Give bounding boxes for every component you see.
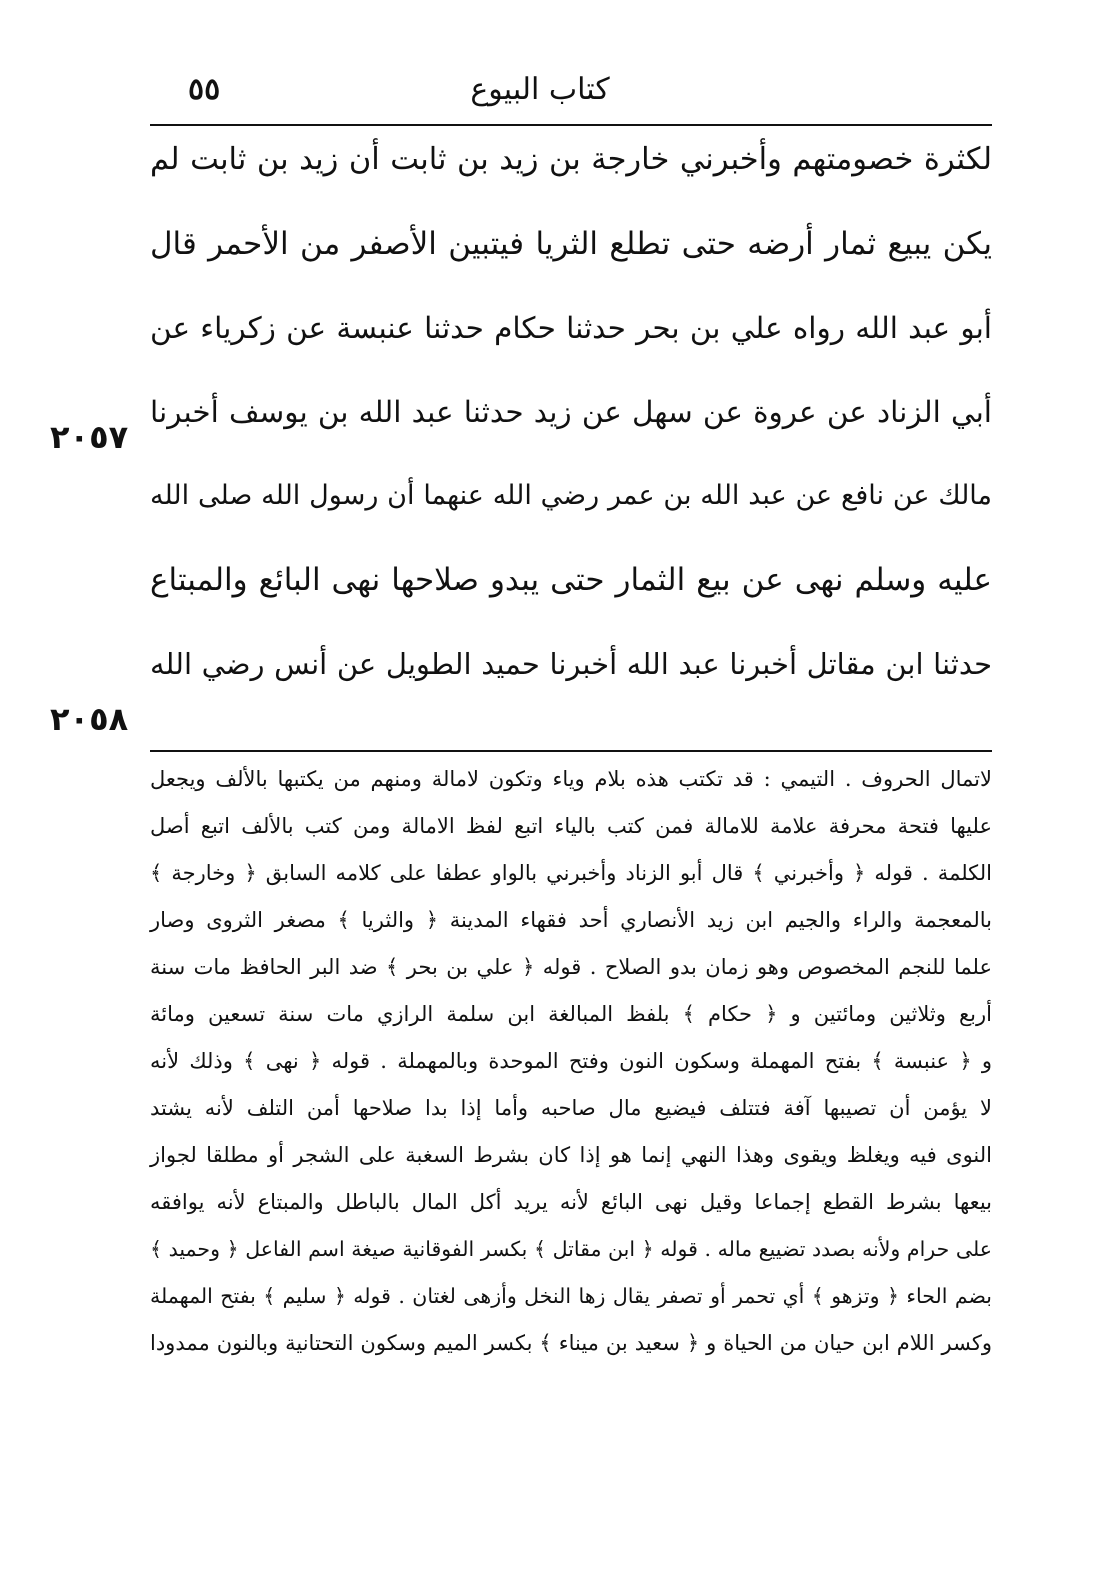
main-text-line: لكثرة خصومتهم وأخبرني خارجة بن زيد بن ثابت أن زيد بن ثابت لم — [150, 142, 992, 177]
note-line: أربع وثلاثين ومائتين و ﴿ حكام ﴾ بلفظ المبالغة ابن سلمة الرازي مات سنة تسعين ومائة — [150, 1002, 992, 1026]
main-text-line: مالك عن نافع عن عبد الله بن عمر رضي الله عنهما أن رسول الله صلى الله — [150, 480, 992, 511]
note-line: و ﴿ عنبسة ﴾ بفتح المهملة وسكون النون وفتح الموحدة وبالمهملة . قوله ﴿ نهى ﴾ وذلك لأنه — [150, 1049, 992, 1073]
hadith-number: ٢٠٥٧ — [50, 418, 129, 456]
main-text-line: عليه وسلم نهى عن بيع الثمار حتى يبدو صلاحها نهى البائع والمبتاع — [150, 562, 992, 598]
main-text-line: أبو عبد الله رواه علي بن بحر حدثنا حكام حدثنا عنبسة عن زكرياء عن — [150, 311, 992, 345]
note-line: عليها فتحة محرفة علامة للامالة فمن كتب بالياء اتبع لفظ الامالة ومن كتب بالألف اتبع أصل — [150, 814, 992, 838]
note-line: النوى فيه ويغلظ ويقوى وهذا النهي إنما هو إذا كان بشرط السغبة على الشجر أو مطلقا لجواز — [150, 1143, 992, 1167]
book-title: كتاب البيوع — [470, 72, 610, 107]
main-text-line: أبي الزناد عن عروة عن سهل عن زيد حدثنا عبد الله بن يوسف أخبرنا — [150, 395, 992, 429]
note-line: لا يؤمن أن تصيبها آفة فتتلف فيضيع مال صاحبه وأما إذا بدا صلاحها أمن التلف لأنه يشتد — [150, 1096, 992, 1120]
page-header — [0, 0, 1106, 130]
main-text-line: يكن يبيع ثمار أرضه حتى تطلع الثريا فيتبين الأصفر من الأحمر قال — [150, 226, 992, 262]
page-number: ٥٥ — [188, 72, 221, 107]
note-line: لاتمال الحروف . التيمي : قد تكتب هذه بلام وياء وتكون لامالة ومنهم من يكتبها بالألف ويجعل — [150, 767, 992, 791]
header-divider — [150, 124, 992, 126]
note-line: الكلمة . قوله ﴿ وأخبرني ﴾ قال أبو الزناد وأخبرني بالواو عطفا على كلامه السابق ﴿ وخارجة ﴾ — [150, 861, 992, 885]
main-text-line: حدثنا ابن مقاتل أخبرنا عبد الله أخبرنا حميد الطويل عن أنس رضي الله — [150, 647, 992, 681]
note-line: بضم الحاء ﴿ وتزهو ﴾ أي تحمر أو تصفر يقال زها النخل وأزهى لغتان . قوله ﴿ سليم ﴾ بفتح المهملة — [150, 1284, 992, 1308]
note-line: على حرام ولأنه بصدد تضييع ماله . قوله ﴿ ابن مقاتل ﴾ بكسر الفوقانية صيغة اسم الفاعل ﴿ وحميد ﴾ — [150, 1237, 992, 1261]
note-line: بيعها بشرط القطع إجماعا وقيل نهى البائع لأنه يريد أكل المال بالباطل والمبتاع لأنه يوافقه — [150, 1190, 992, 1214]
footnote-divider — [150, 750, 992, 752]
note-line: وكسر اللام ابن حيان من الحياة و ﴿ سعيد بن ميناء ﴾ بكسر الميم وسكون التحتانية وبالنون ممدودا — [150, 1331, 992, 1355]
note-line: علما للنجم المخصوص وهو زمان بدو الصلاح . قوله ﴿ علي بن بحر ﴾ ضد البر الحافظ مات سنة — [150, 955, 992, 979]
hadith-number: ٢٠٥٨ — [50, 700, 129, 738]
note-line: بالمعجمة والراء والجيم ابن زيد الأنصاري أحد فقهاء المدينة ﴿ والثريا ﴾ مصغر الثروى وصار — [150, 908, 992, 932]
